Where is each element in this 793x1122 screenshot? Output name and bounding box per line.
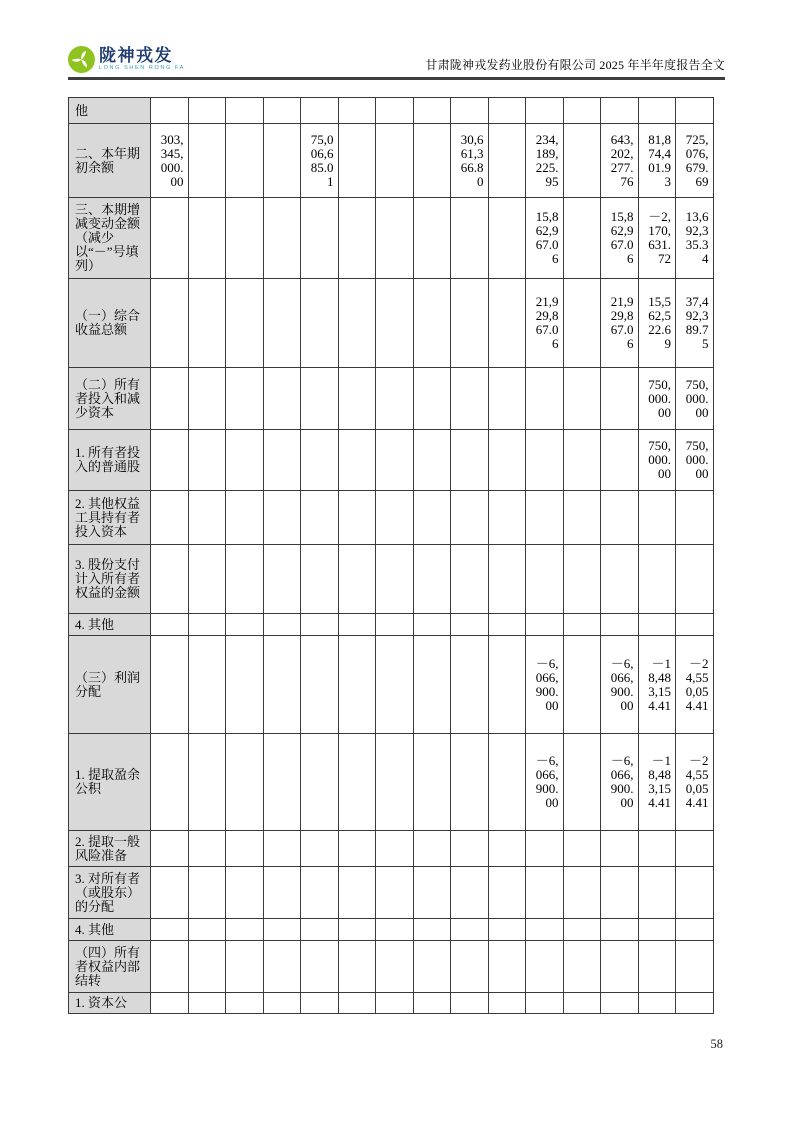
data-cell: [488, 919, 526, 941]
data-cell: [263, 491, 301, 545]
row-label-cell: 三、本期增减变动金额（减少以“－”号填列）: [69, 198, 151, 279]
data-cell: [563, 430, 601, 491]
data-cell: 15,562,522.69: [638, 279, 676, 368]
data-cell: [188, 993, 226, 1014]
data-cell: [601, 430, 639, 491]
data-cell: [413, 98, 451, 124]
data-cell: [151, 198, 189, 279]
data-cell: [226, 98, 264, 124]
data-cell: [376, 430, 414, 491]
table-row: [69, 867, 714, 919]
data-cell: 15,862,967.06: [526, 198, 564, 279]
data-cell: [488, 430, 526, 491]
row-label-cell: （三）利润分配: [69, 636, 151, 734]
data-cell: [488, 993, 526, 1014]
data-cell: [301, 941, 339, 993]
company-logo: [68, 46, 185, 73]
data-cell: [338, 98, 376, 124]
data-cell: [151, 491, 189, 545]
data-cell: [601, 867, 639, 919]
data-cell: [488, 734, 526, 831]
data-cell: [638, 614, 676, 636]
data-cell: [451, 98, 489, 124]
data-cell: －6,066,900.00: [601, 636, 639, 734]
header-divider: [68, 77, 725, 80]
data-cell: [151, 430, 189, 491]
data-cell: [301, 368, 339, 430]
table-row: [69, 198, 714, 279]
data-cell: [451, 636, 489, 734]
data-cell: [188, 867, 226, 919]
data-cell: [526, 545, 564, 614]
data-cell: [676, 867, 714, 919]
table-row: [69, 98, 714, 124]
data-cell: [563, 867, 601, 919]
data-cell: [301, 98, 339, 124]
data-cell: [226, 198, 264, 279]
data-cell: [488, 368, 526, 430]
data-cell: [338, 368, 376, 430]
data-cell: [413, 430, 451, 491]
equity-table-body: [69, 98, 714, 1014]
data-cell: 750,000.00: [638, 368, 676, 430]
brand-name-en: LONG SHEN RONG FA: [99, 65, 185, 71]
page-header: [68, 44, 725, 76]
row-label-cell: 3. 股份支付计入所有者权益的金额: [69, 545, 151, 614]
data-cell: [413, 831, 451, 867]
page-number: 58: [710, 1037, 723, 1051]
data-cell: [413, 941, 451, 993]
data-cell: [151, 831, 189, 867]
data-cell: [263, 545, 301, 614]
data-cell: [601, 614, 639, 636]
data-cell: [563, 279, 601, 368]
data-cell: [601, 941, 639, 993]
data-cell: [338, 734, 376, 831]
data-cell: －6,066,900.00: [526, 636, 564, 734]
data-cell: [413, 368, 451, 430]
data-cell: [451, 867, 489, 919]
data-cell: [488, 98, 526, 124]
data-cell: [676, 831, 714, 867]
data-cell: －24,550,054.41: [676, 636, 714, 734]
data-cell: [188, 368, 226, 430]
data-cell: [301, 198, 339, 279]
data-cell: [151, 545, 189, 614]
data-cell: [151, 941, 189, 993]
data-cell: [263, 198, 301, 279]
data-cell: [301, 919, 339, 941]
data-cell: 234,189,225.95: [526, 124, 564, 198]
data-cell: [263, 368, 301, 430]
data-cell: [563, 98, 601, 124]
data-cell: [451, 941, 489, 993]
data-cell: [301, 545, 339, 614]
row-label-cell: 1. 所有者投入的普通股: [69, 430, 151, 491]
data-cell: [376, 614, 414, 636]
data-cell: [338, 636, 376, 734]
data-cell: [263, 734, 301, 831]
data-cell: [488, 545, 526, 614]
data-cell: [301, 867, 339, 919]
data-cell: [301, 279, 339, 368]
data-cell: [676, 941, 714, 993]
data-cell: 750,000.00: [638, 430, 676, 491]
data-cell: [151, 636, 189, 734]
data-cell: [563, 545, 601, 614]
document-title: 甘肃陇神戎发药业股份有限公司 2025 年半年度报告全文: [425, 58, 725, 72]
data-cell: [488, 614, 526, 636]
data-cell: [376, 545, 414, 614]
data-cell: [151, 867, 189, 919]
data-cell: 81,874,401.93: [638, 124, 676, 198]
data-cell: [226, 279, 264, 368]
row-label-cell: 2. 其他权益工具持有者投入资本: [69, 491, 151, 545]
data-cell: [188, 198, 226, 279]
data-cell: [188, 545, 226, 614]
data-cell: 750,000.00: [676, 368, 714, 430]
data-cell: [526, 993, 564, 1014]
data-cell: [188, 919, 226, 941]
data-cell: [151, 279, 189, 368]
data-cell: [301, 430, 339, 491]
equity-statement-table-wrap: [68, 97, 714, 1014]
data-cell: [638, 993, 676, 1014]
data-cell: [638, 867, 676, 919]
data-cell: [376, 831, 414, 867]
data-cell: 21,929,867.06: [526, 279, 564, 368]
data-cell: [263, 993, 301, 1014]
data-cell: [638, 98, 676, 124]
data-cell: [676, 545, 714, 614]
data-cell: [413, 279, 451, 368]
data-cell: [451, 545, 489, 614]
data-cell: [488, 491, 526, 545]
data-cell: [376, 368, 414, 430]
data-cell: [563, 636, 601, 734]
data-cell: [188, 98, 226, 124]
data-cell: [226, 993, 264, 1014]
data-cell: [676, 993, 714, 1014]
data-cell: [488, 831, 526, 867]
data-cell: [563, 491, 601, 545]
data-cell: [188, 614, 226, 636]
data-cell: [263, 941, 301, 993]
data-cell: [226, 491, 264, 545]
data-cell: [188, 124, 226, 198]
data-cell: [263, 614, 301, 636]
data-cell: [188, 831, 226, 867]
data-cell: [451, 919, 489, 941]
data-cell: [488, 867, 526, 919]
data-cell: [413, 491, 451, 545]
table-row: [69, 279, 714, 368]
data-cell: [338, 993, 376, 1014]
row-label-cell: （二）所有者投入和减少资本: [69, 368, 151, 430]
data-cell: [601, 491, 639, 545]
row-label-cell: （一）综合收益总额: [69, 279, 151, 368]
logo-pinwheel-icon: [68, 46, 95, 73]
data-cell: [563, 368, 601, 430]
data-cell: [413, 919, 451, 941]
data-cell: [451, 614, 489, 636]
data-cell: [188, 279, 226, 368]
row-label-cell: 1. 资本公: [69, 993, 151, 1014]
data-cell: [451, 368, 489, 430]
data-cell: [226, 545, 264, 614]
data-cell: [413, 545, 451, 614]
data-cell: 37,492,389.75: [676, 279, 714, 368]
data-cell: [188, 734, 226, 831]
table-row: [69, 636, 714, 734]
data-cell: [563, 941, 601, 993]
data-cell: [226, 124, 264, 198]
data-cell: [338, 545, 376, 614]
data-cell: [188, 491, 226, 545]
data-cell: [563, 124, 601, 198]
data-cell: 303,345,000.00: [151, 124, 189, 198]
data-cell: [188, 636, 226, 734]
data-cell: 643,202,277.76: [601, 124, 639, 198]
data-cell: [526, 614, 564, 636]
data-cell: [526, 98, 564, 124]
data-cell: 30,661,366.80: [451, 124, 489, 198]
row-label-cell: 3. 对所有者（或股东）的分配: [69, 867, 151, 919]
data-cell: [563, 198, 601, 279]
data-cell: [601, 368, 639, 430]
data-cell: [526, 867, 564, 919]
data-cell: [451, 430, 489, 491]
data-cell: [301, 491, 339, 545]
data-cell: [638, 919, 676, 941]
data-cell: [488, 198, 526, 279]
data-cell: [338, 919, 376, 941]
equity-statement-table: [68, 97, 714, 1014]
data-cell: [451, 279, 489, 368]
row-label-cell: 他: [69, 98, 151, 124]
data-cell: [376, 124, 414, 198]
data-cell: [301, 734, 339, 831]
row-label-cell: 1. 提取盈余公积: [69, 734, 151, 831]
data-cell: [376, 919, 414, 941]
data-cell: [338, 279, 376, 368]
table-row: [69, 368, 714, 430]
data-cell: [638, 831, 676, 867]
data-cell: －18,483,154.41: [638, 734, 676, 831]
data-cell: [638, 941, 676, 993]
data-cell: [301, 993, 339, 1014]
data-cell: [188, 430, 226, 491]
data-cell: [338, 614, 376, 636]
data-cell: [226, 368, 264, 430]
table-row: [69, 993, 714, 1014]
table-row: [69, 614, 714, 636]
table-row: [69, 545, 714, 614]
table-row: [69, 734, 714, 831]
data-cell: [563, 614, 601, 636]
data-cell: [226, 614, 264, 636]
data-cell: [151, 919, 189, 941]
data-cell: [263, 124, 301, 198]
data-cell: 725,076,679.69: [676, 124, 714, 198]
brand-name-cn: 陇神戎发: [99, 46, 173, 65]
row-label-cell: （四）所有者权益内部结转: [69, 941, 151, 993]
data-cell: [413, 124, 451, 198]
data-cell: [376, 993, 414, 1014]
data-cell: [601, 831, 639, 867]
data-cell: [376, 867, 414, 919]
data-cell: [526, 941, 564, 993]
data-cell: [338, 198, 376, 279]
data-cell: [263, 867, 301, 919]
data-cell: 21,929,867.06: [601, 279, 639, 368]
data-cell: [263, 919, 301, 941]
data-cell: [413, 867, 451, 919]
data-cell: [451, 491, 489, 545]
data-cell: [301, 831, 339, 867]
data-cell: [451, 198, 489, 279]
table-row: [69, 831, 714, 867]
data-cell: [338, 831, 376, 867]
data-cell: 15,862,967.06: [601, 198, 639, 279]
data-cell: －24,550,054.41: [676, 734, 714, 831]
table-row: [69, 430, 714, 491]
data-cell: [638, 545, 676, 614]
data-cell: [338, 941, 376, 993]
data-cell: [676, 919, 714, 941]
data-cell: [338, 867, 376, 919]
data-cell: [563, 831, 601, 867]
logo-wordmark: [99, 46, 185, 72]
data-cell: [226, 831, 264, 867]
table-row: [69, 941, 714, 993]
data-cell: [151, 98, 189, 124]
data-cell: [563, 919, 601, 941]
row-label-cell: 二、本年期初余额: [69, 124, 151, 198]
data-cell: [451, 993, 489, 1014]
data-cell: [601, 98, 639, 124]
data-cell: [226, 430, 264, 491]
data-cell: [301, 636, 339, 734]
data-cell: 13,692,335.34: [676, 198, 714, 279]
data-cell: [601, 919, 639, 941]
data-cell: －2,170,631.72: [638, 198, 676, 279]
data-cell: [263, 831, 301, 867]
data-cell: [526, 491, 564, 545]
data-cell: [563, 993, 601, 1014]
data-cell: [526, 430, 564, 491]
row-label-cell: 2. 提取一般风险准备: [69, 831, 151, 867]
data-cell: [376, 491, 414, 545]
data-cell: 75,006,685.01: [301, 124, 339, 198]
data-cell: [376, 198, 414, 279]
table-row: [69, 919, 714, 941]
data-cell: [338, 430, 376, 491]
table-row: [69, 124, 714, 198]
data-cell: [413, 614, 451, 636]
data-cell: [151, 993, 189, 1014]
data-cell: [601, 545, 639, 614]
row-label-cell: 4. 其他: [69, 919, 151, 941]
table-row: [69, 491, 714, 545]
data-cell: [226, 941, 264, 993]
data-cell: [376, 636, 414, 734]
data-cell: [338, 491, 376, 545]
data-cell: [226, 734, 264, 831]
data-cell: －18,483,154.41: [638, 636, 676, 734]
data-cell: [151, 734, 189, 831]
data-cell: [676, 98, 714, 124]
data-cell: [676, 491, 714, 545]
data-cell: [263, 98, 301, 124]
data-cell: [526, 831, 564, 867]
data-cell: [263, 636, 301, 734]
data-cell: [488, 636, 526, 734]
data-cell: [226, 867, 264, 919]
data-cell: [413, 993, 451, 1014]
data-cell: [376, 941, 414, 993]
data-cell: [376, 279, 414, 368]
data-cell: [413, 198, 451, 279]
data-cell: [488, 279, 526, 368]
data-cell: －6,066,900.00: [526, 734, 564, 831]
data-cell: [226, 636, 264, 734]
data-cell: [376, 98, 414, 124]
data-cell: [263, 279, 301, 368]
data-cell: [413, 636, 451, 734]
data-cell: [151, 614, 189, 636]
data-cell: [601, 993, 639, 1014]
data-cell: [451, 734, 489, 831]
row-label-cell: 4. 其他: [69, 614, 151, 636]
data-cell: [676, 614, 714, 636]
data-cell: [301, 614, 339, 636]
data-cell: [488, 941, 526, 993]
data-cell: [338, 124, 376, 198]
data-cell: [451, 831, 489, 867]
data-cell: [488, 124, 526, 198]
data-cell: [638, 491, 676, 545]
data-cell: 750,000.00: [676, 430, 714, 491]
data-cell: [563, 734, 601, 831]
data-cell: [376, 734, 414, 831]
data-cell: [526, 368, 564, 430]
data-cell: [413, 734, 451, 831]
data-cell: －6,066,900.00: [601, 734, 639, 831]
data-cell: [226, 919, 264, 941]
data-cell: [151, 368, 189, 430]
data-cell: [188, 941, 226, 993]
data-cell: [526, 919, 564, 941]
data-cell: [263, 430, 301, 491]
